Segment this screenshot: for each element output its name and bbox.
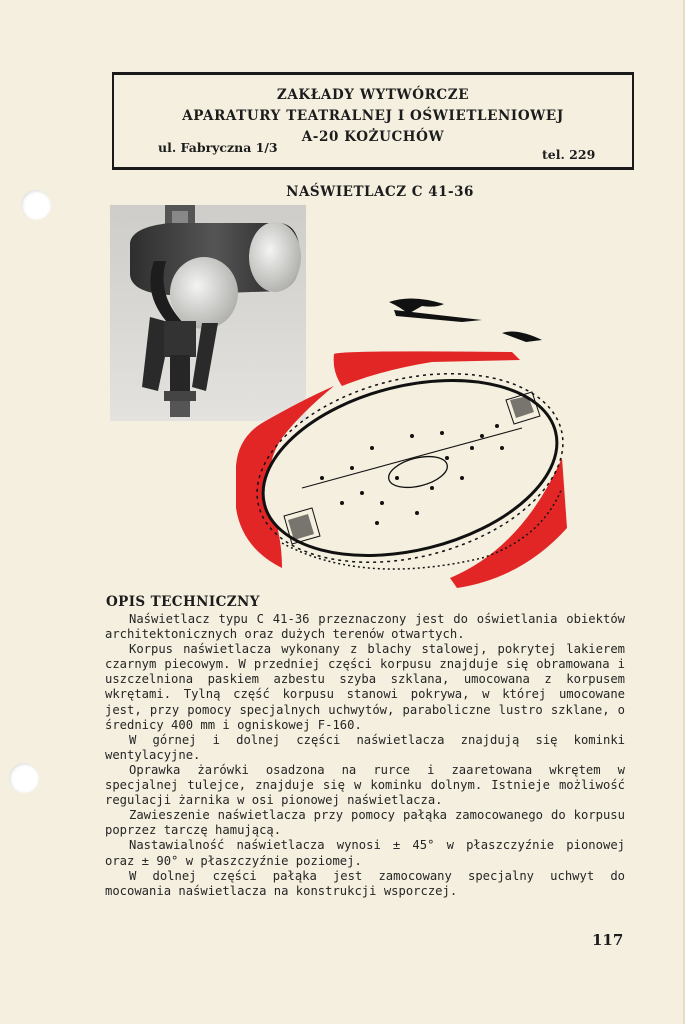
- section-heading: OPIS TECHNICZNY: [106, 594, 260, 610]
- company-name-line2: APARATURY TEATRALNEJ I OŚWIETLENIOWEJ: [182, 108, 564, 124]
- punch-hole-bottom: [9, 763, 39, 793]
- paragraph: Zawieszenie naświetlacza przy pomocy pałąka zamocowanego do korpusu poprzez tarczę hamującą.: [105, 808, 625, 838]
- company-header: [112, 72, 634, 170]
- paragraph: Korpus naświetlacza wykonany z blachy stalowej, pokrytej lakierem czarnym piecowym. W przedniej części korpusu znajduje się obramowana i uszczelniona paskiem azbestu szyba szklana, umocowana z korpusem wkrętami. Tylną część korpusu stanowi pokrywa, w której umocowane jest, przy pomocy specjalnych uchwytów, paraboliczne lustro szklane, o średnicy 400 mm i ogniskowej F-160.: [105, 642, 625, 732]
- paragraph: Nastawialność naświetlacza wynosi ± 45° w płaszczyźnie pionowej oraz ± 90° w płaszczyźnie poziomej.: [105, 838, 625, 868]
- paragraph: Oprawka żarówki osadzona na rurce i zaaretowana wkrętem w specjalnej tulejce, znajduje się w kominku dolnym. Istnieje możliwość regulacji żarnika w osi pionowej naświetlacza.: [105, 762, 625, 808]
- page-number: 117: [592, 931, 624, 949]
- paragraph: W górnej i dolnej części naświetlacza znajdują się kominki wentylacyjne.: [105, 732, 625, 762]
- company-address: ul. Fabryczna 1/3: [158, 140, 278, 155]
- company-name-line1: ZAKŁADY WYTWÓRCZE: [276, 87, 470, 103]
- punch-hole-top: [21, 190, 51, 220]
- paragraph: W dolnej części pałąka jest zamocowany specjalny uchwyt do mocowania naświetlacza na konstrukcji wsporczej.: [105, 868, 625, 898]
- stadium-illustration: [222, 288, 572, 593]
- technical-description: [105, 612, 625, 899]
- product-title: NAŚWIETLACZ C 41-36: [286, 184, 474, 200]
- company-location: A-20 KOŻUCHÓW: [301, 129, 445, 145]
- company-phone: tel. 229: [542, 147, 596, 162]
- paragraph: Naświetlacz typu C 41-36 przeznaczony jest do oświetlania obiektów architektonicznych oraz dużych terenów otwartych.: [105, 612, 625, 642]
